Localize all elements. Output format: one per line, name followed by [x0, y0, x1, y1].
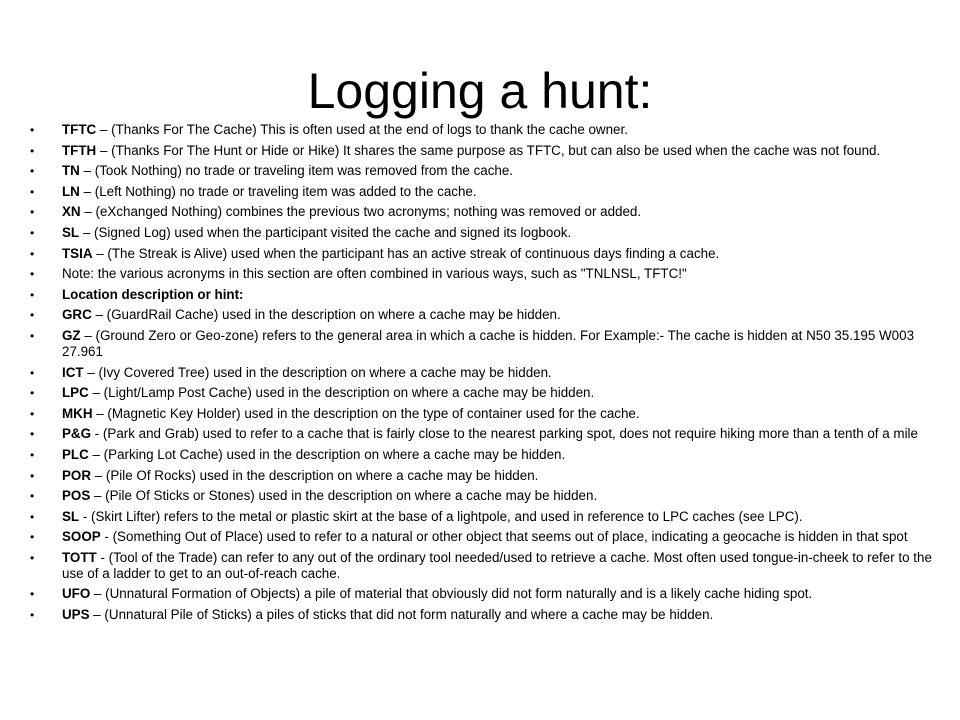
- bullet-icon: •: [30, 308, 35, 323]
- acronym-description: – (Ground Zero or Geo-zone) refers to the general area in which a cache is hidden. For Example:- The cache is hidden at N50 35.195 W003 27.961: [62, 327, 915, 359]
- bullet-icon: •: [30, 468, 35, 483]
- list-item: [24, 163, 940, 179]
- acronym-term: MKH: [62, 405, 93, 421]
- list-item: [24, 550, 940, 582]
- acronym-term: POS: [62, 488, 91, 504]
- acronym-description: – (The Streak is Alive) used when the participant has an active streak of continuous days finding a cache.: [92, 245, 720, 261]
- acronym-description: – (Signed Log) used when the participant visited the cache and signed its logbook.: [79, 224, 572, 240]
- list-item: [24, 509, 940, 525]
- note-item: [24, 266, 940, 282]
- list-item: [24, 307, 940, 323]
- bullet-icon: •: [30, 447, 35, 462]
- bullet-icon: •: [30, 164, 35, 179]
- list-item: [24, 143, 940, 159]
- bullet-icon: •: [30, 143, 35, 158]
- list-item: [24, 488, 940, 504]
- acronym-term: UPS: [62, 607, 90, 623]
- bullet-icon: •: [30, 267, 35, 282]
- list-item: [24, 406, 940, 422]
- bullet-icon: •: [30, 530, 35, 545]
- acronym-term: GZ: [62, 327, 81, 343]
- acronym-description: - (Tool of the Trade) can refer to any out of the ordinary tool needed/used to retrieve a cache. Most often used tongue-in-cheek to refer to the use of a ladder to get to an out-of-reach cache.: [62, 549, 932, 581]
- acronym-description: – (GuardRail Cache) used in the description on where a cache may be hidden.: [91, 307, 561, 323]
- acronym-term: SL: [62, 508, 80, 524]
- acronym-term: POR: [62, 467, 92, 483]
- bullet-icon: •: [30, 365, 35, 380]
- list-item: [24, 447, 940, 463]
- bullet-icon: •: [30, 205, 35, 220]
- acronym-description: – (Pile Of Sticks or Stones) used in the description on where a cache may be hidden.: [90, 488, 598, 504]
- acronym-term: TOTT: [62, 549, 97, 565]
- acronym-description: – (Unnatural Formation of Objects) a pile of material that obviously did not form naturally and is a likely cache hiding spot.: [90, 586, 813, 602]
- bullet-icon: •: [30, 427, 35, 442]
- bullet-icon: •: [30, 246, 35, 261]
- bullet-icon: •: [30, 550, 35, 565]
- list-item: [24, 586, 940, 602]
- acronym-term: LN: [62, 183, 80, 199]
- list-item: [24, 246, 940, 262]
- section-heading-text: Location description or hint:: [62, 286, 244, 302]
- acronym-description: – (Took Nothing) no trade or traveling item was removed from the cache.: [79, 163, 514, 179]
- acronym-description: - (Park and Grab) used to refer to a cache that is fairly close to the nearest parking spot, does not require hiking more than a tenth of a mile: [91, 426, 918, 442]
- note-text: Note: the various acronyms in this section are often combined in various ways, such as "TNLNSL, TFTC!": [62, 266, 687, 282]
- list-item: [24, 426, 940, 442]
- acronym-term: GRC: [62, 307, 92, 323]
- acronym-description: – (Light/Lamp Post Cache) used in the description on where a cache may be hidden.: [88, 385, 595, 401]
- bullet-icon: •: [30, 509, 35, 524]
- acronym-description: – (Thanks For The Hunt or Hide or Hike) It shares the same purpose as TFTC, but can also be used when the cache was not found.: [96, 142, 881, 158]
- acronym-description: – (Pile Of Rocks) used in the description on where a cache may be hidden.: [91, 467, 539, 483]
- list-item: [24, 529, 940, 545]
- acronym-term: UFO: [62, 586, 91, 602]
- bullet-icon: •: [30, 123, 35, 137]
- list-item: [24, 122, 940, 138]
- list-item: [24, 365, 940, 381]
- bullet-icon: •: [30, 386, 35, 401]
- bullet-icon: •: [30, 406, 35, 421]
- bullet-icon: •: [30, 225, 35, 240]
- list-item: [24, 385, 940, 401]
- acronym-term: SL: [62, 224, 80, 240]
- section-heading: [24, 287, 940, 303]
- acronym-description: – (Unnatural Pile of Sticks) a piles of sticks that did not form naturally and where a cache may be hidden.: [89, 607, 714, 623]
- acronym-term: TFTH: [62, 142, 97, 158]
- acronym-description: - (Skirt Lifter) refers to the metal or plastic skirt at the base of a lightpole, and used in reference to LPC caches (see LPC).: [79, 508, 803, 524]
- bullet-icon: •: [30, 489, 35, 504]
- bullet-icon: •: [30, 328, 35, 343]
- bullet-list: [24, 122, 940, 628]
- acronym-term: P&G: [62, 426, 92, 442]
- acronym-description: – (Left Nothing) no trade or traveling item was added to the cache.: [79, 183, 477, 199]
- list-item: [24, 204, 940, 220]
- list-item: [24, 468, 940, 484]
- acronym-description: – (Parking Lot Cache) used in the description on where a cache may be hidden.: [88, 446, 566, 462]
- acronym-description: – (Ivy Covered Tree) used in the description on where a cache may be hidden.: [83, 364, 552, 380]
- acronym-term: ICT: [62, 364, 84, 380]
- acronym-description: – (eXchanged Nothing) combines the previous two acronyms; nothing was removed or added.: [80, 204, 642, 220]
- acronym-description: – (Magnetic Key Holder) used in the description on the type of container used for the cache.: [92, 405, 640, 421]
- acronym-term: TSIA: [62, 245, 93, 261]
- list-item: [24, 184, 940, 200]
- acronym-description: - (Something Out of Place) used to refer to a natural or other object that seems out of place, indicating a geocache is hidden in that spot: [100, 529, 908, 545]
- acronym-description: – (Thanks For The Cache) This is often used at the end of logs to thank the cache owner.: [96, 122, 628, 137]
- acronym-term: LPC: [62, 385, 89, 401]
- acronym-term: TN: [62, 163, 80, 179]
- bullet-icon: •: [30, 608, 35, 623]
- list-item: [24, 607, 940, 623]
- acronym-term: XN: [62, 204, 81, 220]
- acronym-term: TFTC: [62, 122, 97, 137]
- acronym-term: SOOP: [62, 529, 101, 545]
- list-item: [24, 328, 940, 360]
- bullet-icon: •: [30, 184, 35, 199]
- bullet-icon: •: [30, 287, 35, 302]
- list-item: [24, 225, 940, 241]
- acronym-term: PLC: [62, 446, 89, 462]
- bullet-icon: •: [30, 587, 35, 602]
- slide-title: Logging a hunt:: [307, 63, 653, 119]
